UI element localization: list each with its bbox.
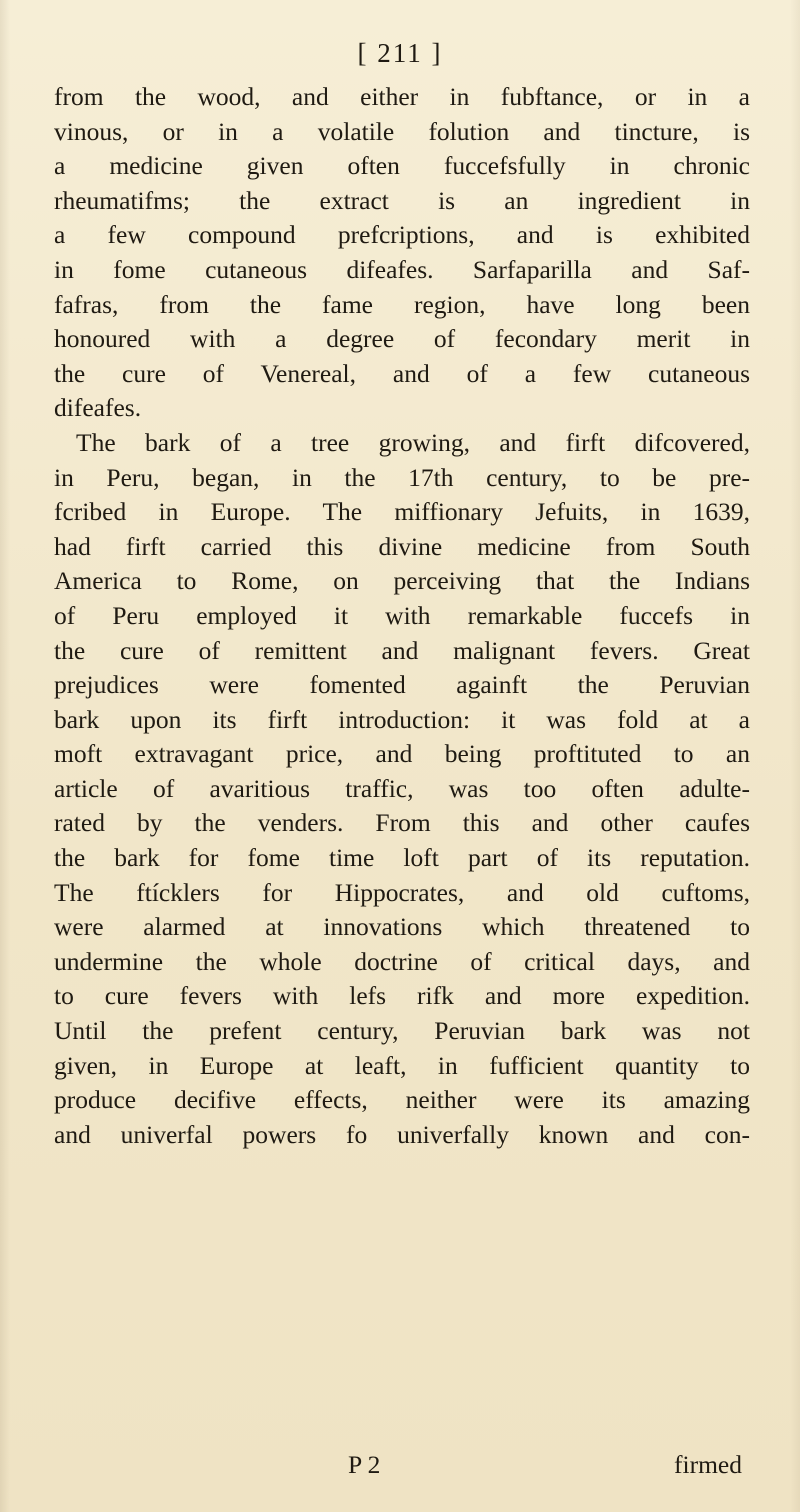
text-line: The ftícklers for Hippocrates, and old cuftoms, [54,877,750,907]
text-line: difeafes. [54,393,142,423]
text-line: fcribed in Europe. The miffionary Jefuits, in 1639, [54,497,750,527]
text-line: undermine the whole doctrine of critical days, and [54,946,750,976]
text-line: from the wood, and either in fubftance, or in a [54,82,750,111]
page-gutter-shadow [0,0,10,1512]
text-line: moft extravagant price, and being proftituted to an [54,739,750,769]
text-line: Until the prefent century, Peruvian bark was not [54,1016,750,1046]
catchword: firmed [674,1450,742,1479]
text-line: the cure of remittent and malignant fevers. Great [54,635,750,665]
text-line: bark upon its firft introduction: it was fold at a [54,704,750,734]
text-line: the cure of Venereal, and of a few cutaneous [54,358,750,388]
body-text [54,80,750,1152]
signature-mark: P 2 [348,1450,381,1479]
text-line: given, in Europe at leaft, in fufficient quantity to [54,1050,750,1080]
text-line: article of avaritious traffic, was too often adulte- [54,773,750,803]
text-line: honoured with a degree of fecondary merit in [54,324,750,354]
page-number-header: [ 211 ] [357,38,443,68]
text-line: rated by the venders. From this and other caufes [54,808,750,838]
text-line: vinous, or in a volatile folution and tincture, is [54,116,750,146]
text-line: had firft carried this divine medicine from South [54,531,750,561]
text-line: were alarmed at innovations which threatened to [54,912,750,942]
text-line: the bark for fome time loft part of its reputation. [54,843,750,873]
text-line: rheumatifms; the extract is an ingredient in [54,185,750,215]
text-line: fafras, from the fame region, have long been [54,289,750,319]
text-line: a medicine given often fuccefsfully in chronic [54,151,750,181]
text-line: The bark of a tree growing, and firft difcovered, [76,427,750,457]
text-line: a few compound prefcriptions, and is exhibited [54,220,750,250]
text-line: to cure fevers with lefs rifk and more expedition. [54,981,750,1011]
text-line: produce decifive effects, neither were its amazing [54,1085,750,1115]
text-line: prejudices were fomented againft the Peruvian [54,670,750,700]
text-line: of Peru employed it with remarkable fuccefs in [54,600,750,630]
text-line: in Peru, began, in the 17th century, to be pre- [54,462,750,492]
text-line: America to Rome, on perceiving that the Indians [54,566,750,596]
text-line: and univerfal powers fo univerfally known and con- [54,1119,750,1149]
page-edge-shadow [790,0,800,1512]
text-line: in fome cutaneous difeafes. Sarfaparilla and Saf- [54,254,750,284]
page-footer [54,1448,750,1483]
